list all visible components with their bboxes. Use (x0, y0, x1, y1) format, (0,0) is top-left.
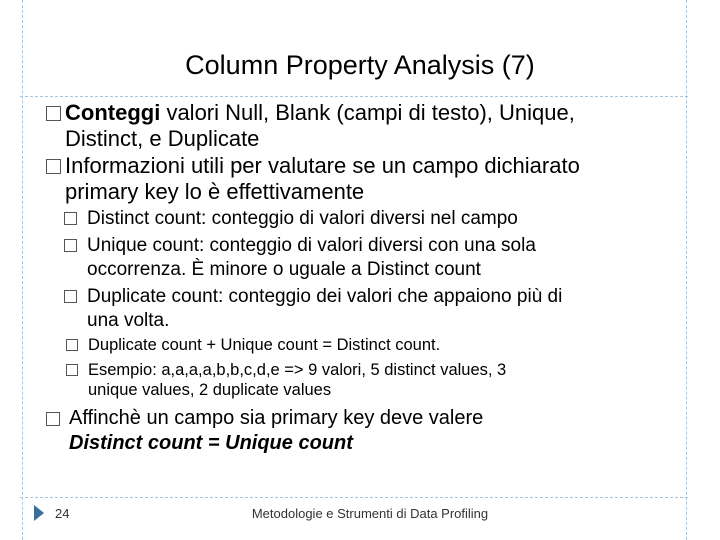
bullet-line: primary key lo è effettivamente (65, 179, 365, 204)
square-bullet-icon (46, 412, 60, 426)
bullet-line: Informazioni utili per valutare se un campo dichiarato (65, 153, 580, 178)
triangle-arrow-icon (34, 505, 44, 521)
square-bullet-icon (64, 290, 77, 303)
bullet-bold-term: Conteggi (65, 100, 161, 125)
square-bullet-icon (64, 212, 77, 225)
sub-bullet-line: Unique count: conteggio di valori diversi con una sola (87, 235, 536, 256)
sub-bullet-unique (64, 234, 536, 282)
sub-sub-bullet-line: unique values, 2 duplicate values (88, 381, 332, 399)
bullet-primary-key (46, 406, 483, 456)
sub-sub-bullet-text (66, 360, 506, 400)
bullet-text (46, 100, 575, 152)
left-guide (22, 0, 23, 540)
sub-bullet-line: occorrenza. È minore o uguale a Distinct count (87, 259, 481, 280)
bullet-informazioni (46, 153, 580, 205)
slide-title-text: Column Property Analysis (7) (185, 50, 535, 80)
sub-sub-bullet-text: Duplicate count + Unique count = Distinct count. (88, 336, 441, 354)
bullet-conteggi (46, 100, 575, 152)
sub-bullet-distinct (64, 207, 518, 231)
bullet-line: Affinchè un campo sia primary key deve valere (69, 407, 484, 429)
title-underline (20, 96, 688, 97)
sub-sub-bullet-formula (66, 335, 440, 355)
bullet-text-cont: Distinct, e Duplicate (65, 126, 260, 151)
bullet-text (46, 153, 580, 205)
square-bullet-icon (46, 159, 61, 174)
bullet-text-rest: valori Null, Blank (campi di testo), Unique, (160, 100, 575, 125)
right-guide (686, 0, 687, 540)
sub-bullet-line: una volta. (87, 310, 170, 331)
sub-sub-bullet-line: Esempio: a,a,a,a,b,b,c,d,e => 9 valori, 5 distinct values, 3 (88, 361, 507, 379)
bullet-emphasis-formula: Distinct count = Unique count (69, 432, 353, 454)
bullet-text (46, 406, 483, 456)
sub-bullet-text: Distinct count: conteggio di valori diversi nel campo (87, 208, 518, 229)
sub-bullet-line: Duplicate count: conteggio dei valori che appaiono più di (87, 286, 563, 307)
square-bullet-icon (46, 106, 61, 121)
page-number: 24 (55, 506, 70, 521)
sub-bullet-text (64, 285, 562, 333)
sub-bullet-text (64, 234, 536, 282)
sub-sub-bullet-example (66, 360, 506, 400)
square-bullet-icon (64, 239, 77, 252)
square-bullet-icon (66, 339, 78, 351)
footer-text: Metodologie e Strumenti di Data Profiling (251, 506, 489, 521)
footer-divider (20, 497, 688, 498)
slide-title (0, 50, 720, 81)
square-bullet-icon (66, 364, 78, 376)
sub-bullet-duplicate (64, 285, 562, 333)
